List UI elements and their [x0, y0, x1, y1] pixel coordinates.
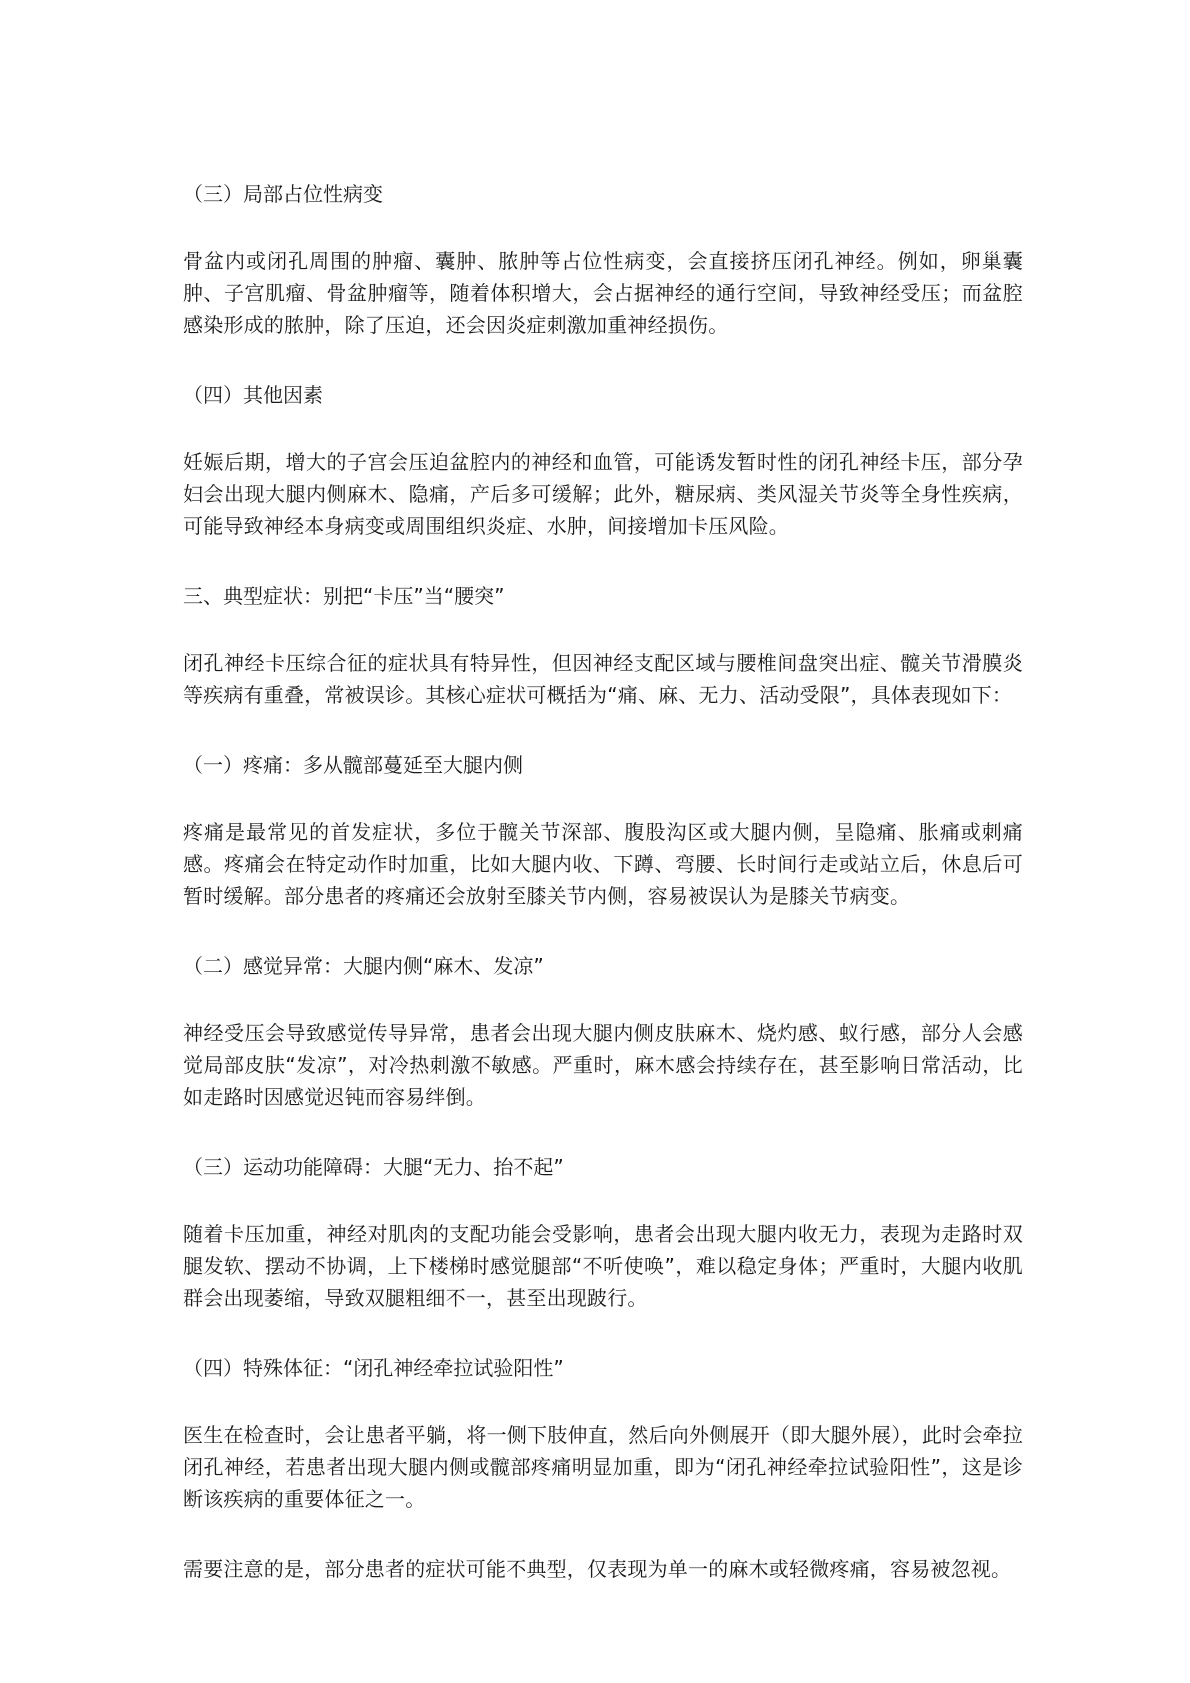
document-page — [183, 178, 1023, 1585]
paragraph-motor: 随着卡压加重，神经对肌肉的支配功能会受影响，患者会出现大腿内收无力，表现为走路时双腿发软、摆动不协调，上下楼梯时感觉腿部“不听使唤”，难以稳定身体；严重时，大腿内收肌群会出现萎缩，导致双腿粗细不一，甚至出现跛行。 — [183, 1222, 1023, 1310]
paragraph-space-occupying: 骨盆内或闭孔周围的肿瘤、囊肿、脓肿等占位性病变，会直接挤压闭孔神经。例如，卵巢囊肿、子宫肌瘤、骨盆肿瘤等，随着体积增大，会占据神经的通行空间，导致神经受压；而盆腔感染形成的脓肿，除了压迫，还会因炎症刺激加重神经损伤。 — [183, 249, 1023, 337]
paragraph-other-factors: 妊娠后期，增大的子宫会压迫盆腔内的神经和血管，可能诱发暂时性的闭孔神经卡压，部分孕妇会出现大腿内侧麻木、隐痛，产后多可缓解；此外，糖尿病、类风湿关节炎等全身性疾病，可能导致神经本身病变或周围组织炎症、水肿，间接增加卡压风险。 — [183, 450, 1023, 538]
section-heading-sensory: （二）感觉异常：大腿内侧“麻木、发凉” — [183, 954, 544, 978]
paragraph-sensory: 神经受压会导致感觉传导异常，患者会出现大腿内侧皮肤麻木、烧灼感、蚁行感，部分人会感觉局部皮肤“发凉”，对冷热刺激不敏感。严重时，麻木感会持续存在，甚至影响日常活动，比如走路时因感觉迟钝而容易绊倒。 — [183, 1021, 1023, 1109]
section-heading-motor: （三）运动功能障碍：大腿“无力、抬不起” — [183, 1155, 564, 1179]
paragraph-symptoms-intro: 闭孔神经卡压综合征的症状具有特异性，但因神经支配区域与腰椎间盘突出症、髋关节滑膜炎等疾病有重叠，常被误诊。其核心症状可概括为“痛、麻、无力、活动受限”，具体表现如下： — [183, 651, 1023, 707]
section-heading-pain: （一）疼痛：多从髋部蔓延至大腿内侧 — [183, 753, 523, 777]
section-heading-local-space-occupying: （三）局部占位性病变 — [183, 182, 383, 206]
paragraph-note: 需要注意的是，部分患者的症状可能不典型，仅表现为单一的麻木或轻微疼痛，容易被忽视。 — [183, 1557, 1012, 1581]
section-heading-other-factors: （四）其他因素 — [183, 383, 323, 407]
section-heading-special-sign: （四）特殊体征：“闭孔神经牵拉试验阳性” — [183, 1356, 564, 1380]
paragraph-special-sign: 医生在检查时，会让患者平躺，将一侧下肢伸直，然后向外侧展开（即大腿外展），此时会牵拉闭孔神经，若患者出现大腿内侧或髋部疼痛明显加重，即为“闭孔神经牵拉试验阳性”，这是诊断该疾病的重要体征之一。 — [183, 1423, 1023, 1511]
paragraph-pain: 疼痛是最常见的首发症状，多位于髋关节深部、腹股沟区或大腿内侧，呈隐痛、胀痛或刺痛感。疼痛会在特定动作时加重，比如大腿内收、下蹲、弯腰、长时间行走或站立后，休息后可暂时缓解。部分患者的疼痛还会放射至膝关节内侧，容易被误认为是膝关节病变。 — [183, 820, 1023, 908]
chapter-heading-typical-symptoms: 三、典型症状：别把“卡压”当“腰突” — [183, 584, 505, 608]
